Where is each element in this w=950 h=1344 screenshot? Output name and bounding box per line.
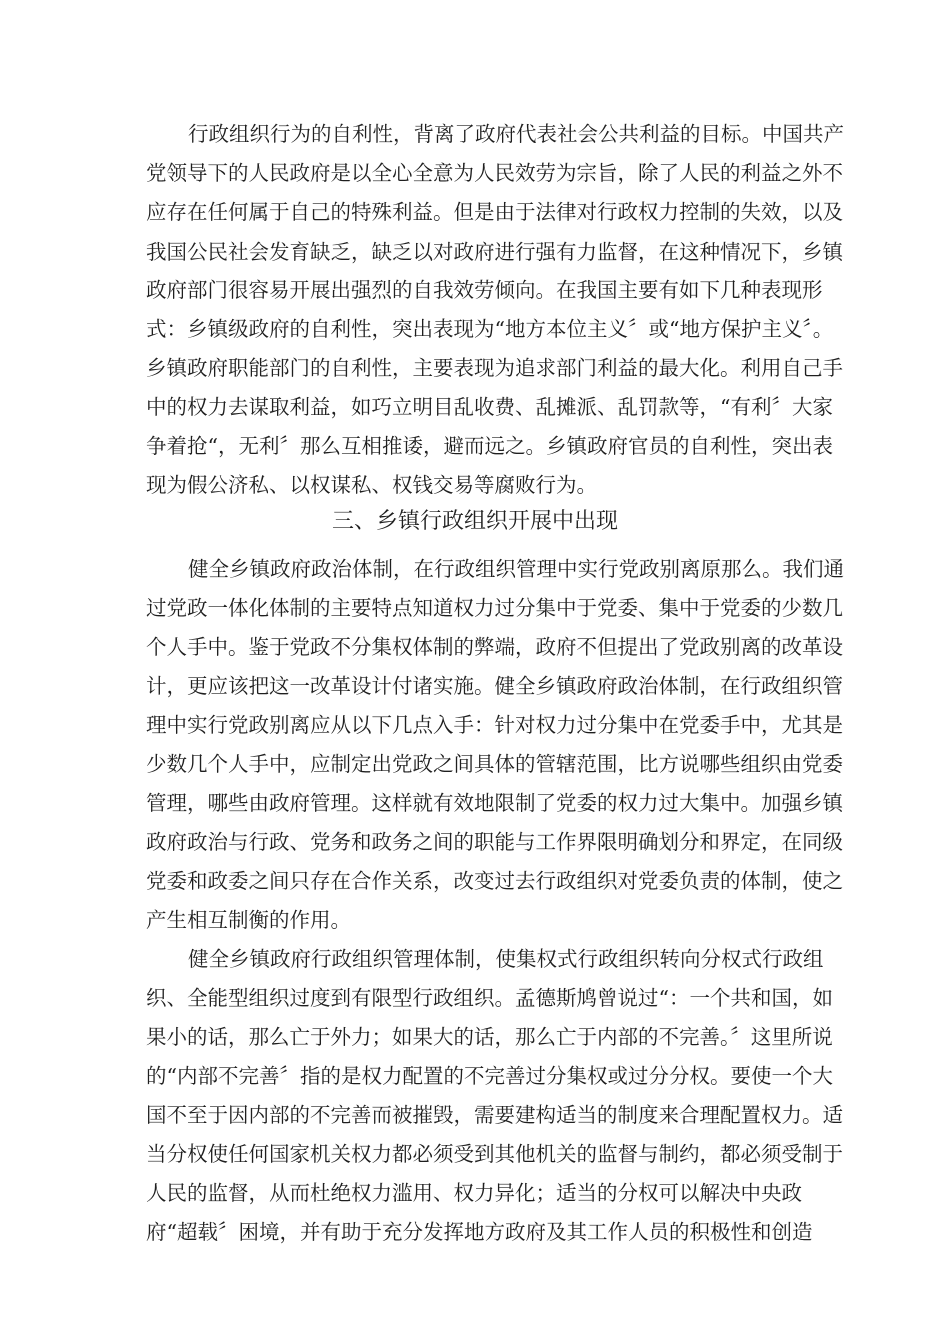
paragraph-line: 织、全能型组织过度到有限型行政组织。孟德斯鸠曾说过“：一个共和国，如 bbox=[146, 986, 833, 1010]
paragraph-line: 党委和政委之间只存在合作关系，改变过去行政组织对党委负责的体制，使之 bbox=[146, 869, 843, 893]
paragraph-line: 应存在任何属于自己的特殊利益。但是由于法律对行政权力控制的失效，以及 bbox=[146, 200, 843, 224]
paragraph-line: 式：乡镇级政府的自利性，突出表现为“地方本位主义〞或“地方保护主义〞。 bbox=[146, 317, 834, 341]
paragraph-line: 果小的话，那么亡于外力；如果大的话，那么亡于内部的不完善。〞这里所说 bbox=[146, 1025, 833, 1049]
paragraph-line: 乡镇政府职能部门的自利性，主要表现为追求部门利益的最大化。利用自己手 bbox=[146, 356, 843, 380]
paragraph-line: 行政组织行为的自利性，背离了政府代表社会公共利益的目标。中国共产 bbox=[188, 122, 844, 146]
paragraph-line: 中的权力去谋取利益，如巧立明目乱收费、乱摊派、乱罚款等，“有利〞大家 bbox=[146, 395, 833, 419]
paragraph-line: 党领导下的人民政府是以全心全意为人民效劳为宗旨，除了人民的利益之外不 bbox=[146, 161, 843, 185]
paragraph-line: 人民的监督，从而杜绝权力滥用、权力异化；适当的分权可以解决中央政 bbox=[146, 1181, 802, 1205]
paragraph-line: 健全乡镇政府政治体制，在行政组织管理中实行党政别离原那么。我们通 bbox=[188, 557, 844, 581]
paragraph-line: 理中实行党政别离应从以下几点入手：针对权力过分集中在党委手中，尤其是 bbox=[146, 713, 843, 737]
paragraph-line: 争着抢“，无利〞那么互相推诿，避而远之。乡镇政府官员的自利性，突出表 bbox=[146, 434, 833, 458]
paragraph-line: 国不至于因内部的不完善而被摧毁，需要建构适当的制度来合理配置权力。适 bbox=[146, 1103, 843, 1127]
paragraph-line: 计，更应该把这一改革设计付诸实施。健全乡镇政府政治体制，在行政组织管 bbox=[146, 674, 843, 698]
paragraph-line: 的“内部不完善〞指的是权力配置的不完善过分集权或过分分权。要使一个大 bbox=[146, 1064, 833, 1088]
paragraph-line: 管理，哪些由政府管理。这样就有效地限制了党委的权力过大集中。加强乡镇 bbox=[146, 791, 843, 815]
section-heading: 三、乡镇行政组织开展中出现 bbox=[331, 509, 618, 534]
paragraph-line: 当分权使任何国家机关权力都必须受到其他机关的监督与制约，都必须受制于 bbox=[146, 1142, 843, 1166]
paragraph-line: 现为假公济私、以权谋私、权钱交易等腐败行为。 bbox=[146, 473, 597, 497]
paragraph-line: 政府政治与行政、党务和政务之间的职能与工作界限明确划分和界定，在同级 bbox=[146, 830, 843, 854]
paragraph-line: 过党政一体化体制的主要特点知道权力过分集中于党委、集中于党委的少数几 bbox=[146, 596, 843, 620]
paragraph-line: 产生相互制衡的作用。 bbox=[146, 908, 351, 932]
paragraph-line: 政府部门很容易开展出强烈的自我效劳倾向。在我国主要有如下几种表现形 bbox=[146, 278, 823, 302]
paragraph-line: 个人手中。鉴于党政不分集权体制的弊端，政府不但提出了党政别离的改革设 bbox=[146, 635, 843, 659]
paragraph-line: 健全乡镇政府行政组织管理体制，使集权式行政组织转向分权式行政组 bbox=[188, 947, 824, 971]
paragraph-line: 我国公民社会发育缺乏，缺乏以对政府进行强有力监督，在这种情况下，乡镇 bbox=[146, 240, 843, 264]
paragraph-line: 少数几个人手中，应制定出党政之间具体的管辖范围，比方说哪些组织由党委 bbox=[146, 752, 843, 776]
paragraph-line: 府“超载〞困境，并有助于充分发挥地方政府及其工作人员的积极性和创造 bbox=[146, 1220, 813, 1244]
